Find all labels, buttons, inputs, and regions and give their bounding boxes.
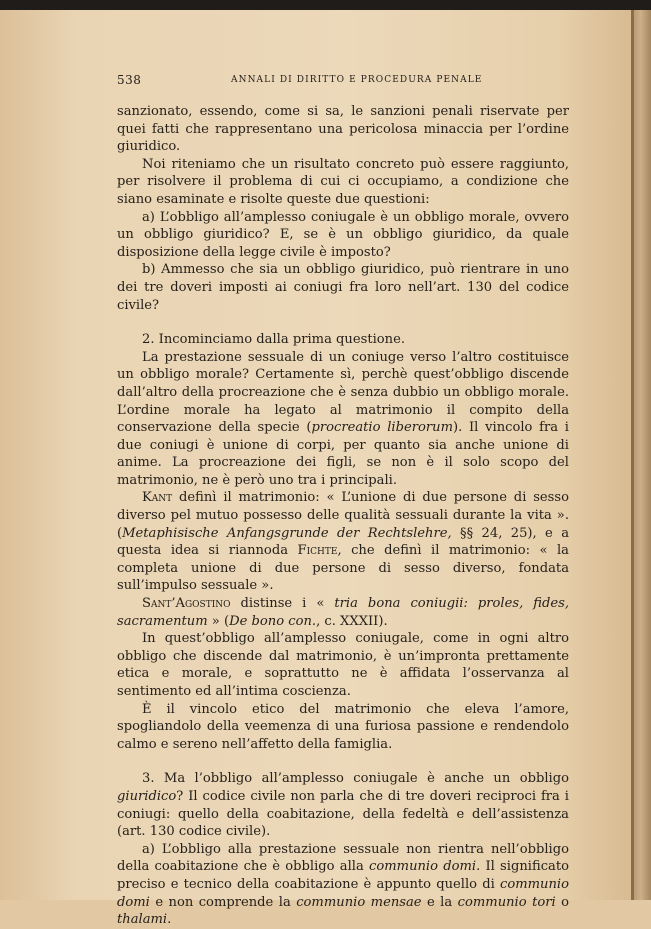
author-name: Sant’Agostino <box>142 596 231 612</box>
running-title: ANNALI DI DIRITTO E PROCEDURA PENALE <box>231 75 483 85</box>
latin-quote: tria bona coniugii: proles, fides, sacramentum <box>117 596 569 629</box>
paragraph: sanzionato, essendo, come si sa, le sanzioni penali riservate per quei fatti che rappresentano una pericolosa minaccia per l’ordine giuridico. <box>117 104 569 155</box>
text-run: , che definì il matrimonio: « la completa unione di due persone di sesso diverso, fondata sull’impulso sessuale ». <box>117 543 569 594</box>
section-heading: 2. Incominciamo dalla prima questione. <box>142 332 406 348</box>
latin-term: communio mensae <box>296 894 422 910</box>
page-header <box>117 73 569 91</box>
scan-top-border <box>0 0 651 10</box>
text-run: La prestazione sessuale di un coniuge verso l’altro costituisce un obbligo morale? Certamente sì, perchè quest’obbligo discende dall’altro della procreazione che è senza dubbio un obbligo morale. L’ordine morale ha legato al matrimonio il compito della conservazione della specie ( <box>117 349 569 436</box>
text-run: §§ 24, 25), e a questa idea si riannoda <box>117 525 570 559</box>
paragraph: b) Ammesso che sia un obbligo giuridico, può rientrare in uno dei tre doveri imposti ai coniugi fra loro nell’art. 130 del codice civile? <box>117 262 569 313</box>
paragraph: È il vincolo etico del matrimonio che eleva l’amore, spogliandolo della veemenza di una furiosa passione e rendendolo calmo e sereno nell’affetto della famiglia. <box>117 701 569 752</box>
author-name: Kant <box>142 490 173 506</box>
latin-term: thalami <box>117 912 168 928</box>
body-text <box>117 103 569 929</box>
text-run: . Il significato preciso e tecnico della coabitazione è appunto quello di <box>117 859 569 892</box>
paragraph <box>117 349 569 490</box>
paragraph <box>117 841 569 929</box>
latin-term: procreatio liberorum <box>311 420 453 436</box>
latin-term: communio tori <box>457 894 556 910</box>
book-title: De bono con. <box>229 613 317 629</box>
paragraph: a) L’obbligo all’amplesso coniugale è un obbligo morale, ovvero un obbligo giuridico? E, se è un obbligo giuridico, da quale disposizione della legge civile è imposto? <box>117 209 569 260</box>
text-run: o <box>555 894 570 910</box>
book-title: Metaphisische Anfangsgrunde der Rechtslehre, <box>122 525 452 541</box>
author-name: Fichte <box>297 543 338 559</box>
paragraph: Noi riteniamo che un risultato concreto può essere raggiunto, per risolvere il problema di cui ci occupiamo, a condizione che siano esaminate e risolte queste due questioni: <box>117 156 569 207</box>
emphasis: giuridico <box>117 788 177 804</box>
text-run: distinse i « <box>230 596 335 612</box>
page-right-edge <box>634 10 651 900</box>
paragraph <box>117 770 569 840</box>
text-run: 3. Ma l’obbligo all’amplesso coniugale è anche un obbligo <box>142 771 569 787</box>
text-run: » ( <box>207 613 230 629</box>
paragraph <box>117 489 569 595</box>
text-run: a) L’obbligo alla prestazione sessuale non rientra nell’obbligo della coabitazione che è obbligo alla <box>117 841 569 875</box>
latin-term: communio domi <box>117 876 569 910</box>
page-number: 538 <box>117 73 142 87</box>
text-run: ? Il codice civile non parla che di tre doveri reciproci fra i coniugi: quello della coabitazione, della fedeltà e dell’assistenza (art. 130 codice civile). <box>117 788 569 840</box>
text-run: e la <box>421 894 458 910</box>
latin-term: communio domi <box>369 859 477 875</box>
text-run: ). Il vincolo fra i due coniugi è unione di corpi, per quanto sia anche unione di anime. La procreazione dei figli, se non è il solo scopo del matrimonio, ne è però uno tra i principali. <box>117 420 569 488</box>
text-run: . <box>167 912 172 928</box>
text-run: definì il matrimonio: « L’unione di due persone di sesso diverso pel mutuo possesso delle qualità sessuali durante la vita ». ( <box>117 490 569 541</box>
paragraph <box>117 595 569 630</box>
page-fold-line <box>631 10 634 900</box>
text-run: e non comprende la <box>149 894 297 910</box>
text-run: , c. XXXII). <box>316 613 388 629</box>
paragraph: In quest’obbligo all’amplesso coniugale, come in ogni altro obbligo che discende dal matrimonio, è un’impronta prettamente etica e morale, e soprattutto ne è affidata l’osservanza al sentimento ed all’intima coscienza. <box>117 631 569 699</box>
